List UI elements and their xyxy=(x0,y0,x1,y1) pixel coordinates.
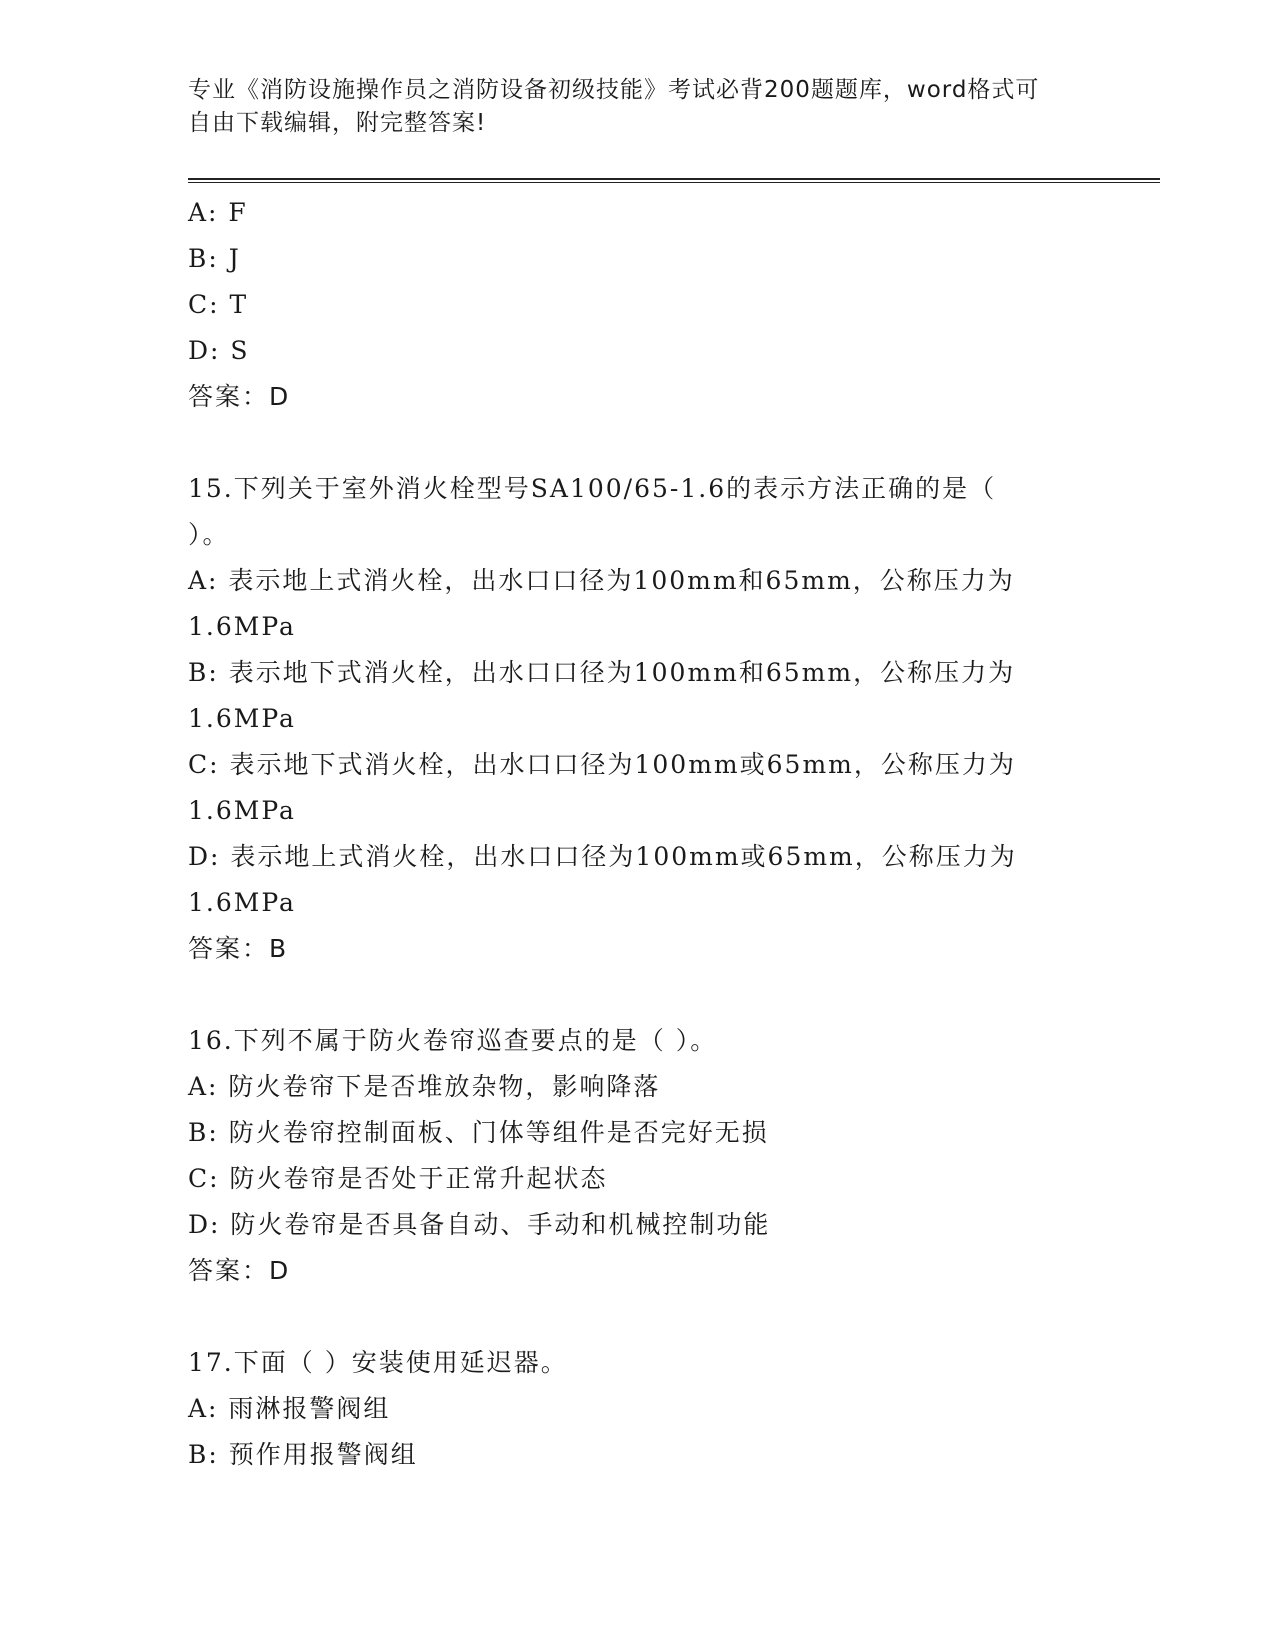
q15-option-b-line-1: B: 表示地下式消火栓，出水口口径为100mm和65mm，公称压力为 xyxy=(188,658,1016,687)
document-header xyxy=(188,74,1088,140)
q15-stem-line-2: ）。 xyxy=(188,520,230,549)
q17-option-a: A: 雨淋报警阀组 xyxy=(188,1394,391,1423)
q14-option-c: C: T xyxy=(188,290,249,319)
q15-option-b-line-2: 1.6MPa xyxy=(188,704,296,733)
spacer xyxy=(188,972,1088,1018)
q15-option-d-line-2: 1.6MPa xyxy=(188,888,296,917)
document-body xyxy=(188,190,1088,1478)
spacer xyxy=(188,1294,1088,1340)
q15-option-a-line-1: A: 表示地上式消火栓，出水口口径为100mm和65mm，公称压力为 xyxy=(188,566,1015,595)
q16-answer: 答案：D xyxy=(188,1256,291,1285)
question-16-block xyxy=(188,1018,1088,1294)
q15-option-a-line-2: 1.6MPa xyxy=(188,612,296,641)
q14-option-d: D: S xyxy=(188,336,250,365)
q15-option-c-line-1: C: 表示地下式消火栓，出水口口径为100mm或65mm，公称压力为 xyxy=(188,750,1016,779)
question-15-block xyxy=(188,466,1088,972)
spacer xyxy=(188,420,1088,466)
question-14-block xyxy=(188,190,1088,420)
q16-option-c: C: 防火卷帘是否处于正常升起状态 xyxy=(188,1164,608,1193)
header-line-1: 专业《消防设施操作员之消防设备初级技能》考试必背200题题库，word格式可 xyxy=(188,77,1040,103)
header-line-2: 自由下载编辑，附完整答案! xyxy=(188,110,487,136)
q15-option-d-line-1: D: 表示地上式消火栓，出水口口径为100mm或65mm，公称压力为 xyxy=(188,842,1017,871)
q17-option-b: B: 预作用报警阀组 xyxy=(188,1440,418,1469)
q14-answer: 答案：D xyxy=(188,382,291,411)
q17-stem: 17.下面（ ）安装使用延迟器。 xyxy=(188,1348,568,1377)
q14-option-b: B: J xyxy=(188,244,241,273)
q15-option-c-line-2: 1.6MPa xyxy=(188,796,296,825)
q14-option-a: A: F xyxy=(188,198,248,227)
q16-stem: 16.下列不属于防火卷帘巡查要点的是（ ）。 xyxy=(188,1026,718,1055)
q16-option-d: D: 防火卷帘是否具备自动、手动和机械控制功能 xyxy=(188,1210,771,1239)
question-17-block xyxy=(188,1340,1088,1478)
q16-option-a: A: 防火卷帘下是否堆放杂物，影响降落 xyxy=(188,1072,661,1101)
q15-answer: 答案：B xyxy=(188,934,289,963)
q16-option-b: B: 防火卷帘控制面板、门体等组件是否完好无损 xyxy=(188,1118,769,1147)
q15-stem-line-1: 15.下列关于室外消火栓型号SA100/65-1.6的表示方法正确的是（ xyxy=(188,474,997,503)
header-divider xyxy=(188,178,1160,183)
